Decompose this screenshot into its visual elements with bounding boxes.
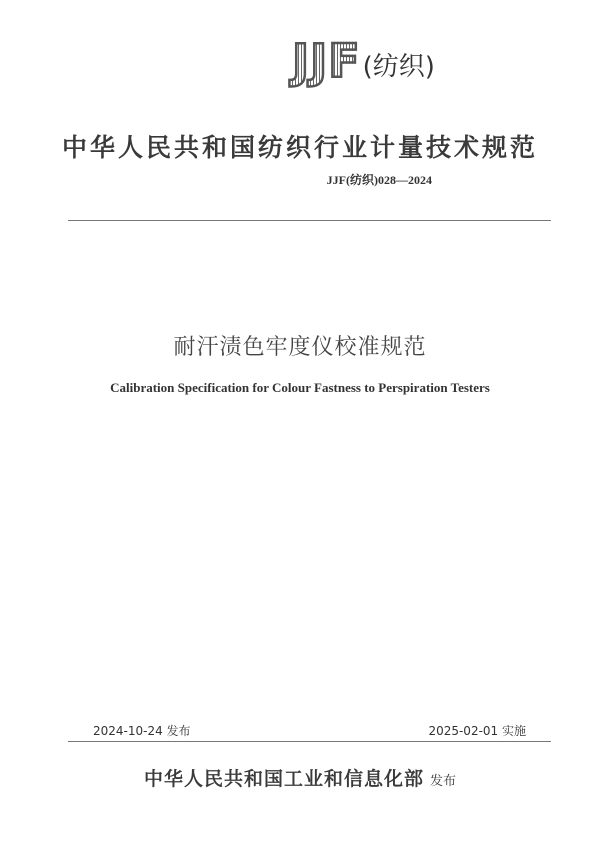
publish-date: 2024-10-24 发布 (93, 724, 191, 738)
top-divider (68, 220, 551, 221)
standard-series-title: 中华人民共和国纺织行业计量技术规范 (61, 133, 538, 162)
logo-suffix: (纺织) (362, 52, 435, 82)
effective-date: 2025-02-01 实施 (428, 724, 526, 738)
standard-code: JJF(纺织)028—2024 (326, 173, 432, 187)
document-title: 耐汗渍色牢度仪校准规范 (173, 335, 427, 360)
issuer-suffix: 发布 (430, 774, 457, 789)
issuer-name: 中华人民共和国工业和信息化部 (143, 768, 424, 790)
issuer (0, 764, 600, 791)
jjf-logo (292, 35, 435, 87)
logo-mark: JJF (292, 34, 361, 88)
bottom-divider (68, 741, 551, 742)
document-title-english: Calibration Specification for Colour Fastness to Perspiration Testers (110, 380, 490, 395)
